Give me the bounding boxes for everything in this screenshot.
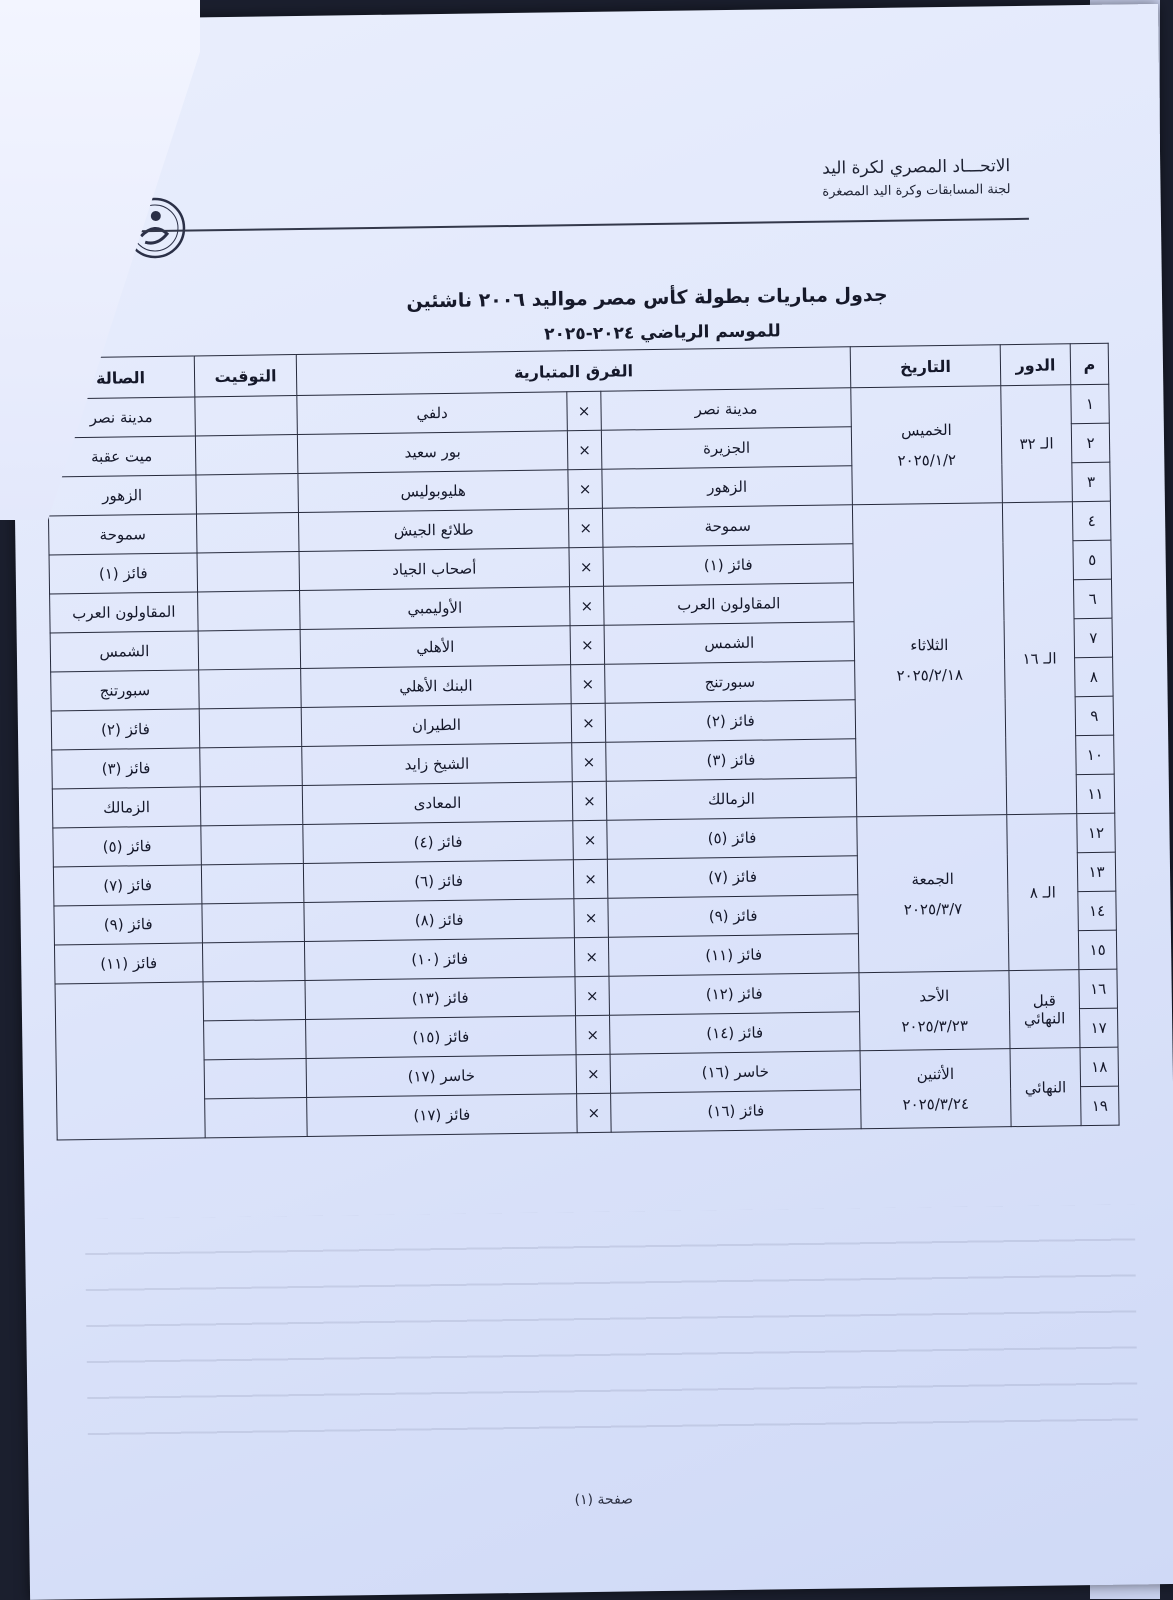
round-cell: الـ ١٦: [1002, 502, 1076, 815]
header-divider: [129, 218, 1029, 233]
match-day: الأحد: [919, 986, 950, 1005]
match-venue: فائز (١): [49, 553, 198, 594]
match-number: ٧: [1074, 618, 1113, 658]
match-number: ٩: [1075, 696, 1114, 736]
vs-symbol: ×: [570, 625, 605, 664]
home-team: فائز (٧): [607, 856, 858, 898]
home-team: الجزيرة: [601, 427, 852, 469]
match-venue: سموحة: [48, 514, 197, 555]
home-team: مدينة نصر: [601, 388, 852, 430]
away-team: فائز (١٣): [305, 977, 576, 1020]
match-time: [196, 474, 299, 514]
vs-symbol: ×: [572, 742, 607, 781]
away-team: دلفي: [297, 392, 568, 435]
match-number: ١٦: [1079, 969, 1118, 1009]
match-time: [198, 591, 301, 631]
match-number: ٨: [1075, 657, 1114, 697]
away-team: الأهلي: [300, 626, 571, 669]
match-venue: فائز (٩): [54, 904, 203, 945]
match-venue: الزمالك: [52, 787, 201, 828]
document-title: جدول مباريات بطولة كأس مصر مواليد ٢٠٠٦ ناشئين: [406, 283, 888, 313]
match-date: ٢٠٢٥/١/٢: [897, 450, 957, 470]
vs-symbol: ×: [573, 820, 608, 859]
away-team: الأوليمبي: [300, 587, 571, 630]
department-name: لجنة المسابقات وكرة اليد المصغرة: [822, 182, 1011, 200]
match-venue: ميت عقبة: [47, 436, 196, 477]
header-venue: الصالة: [46, 356, 195, 399]
date-cell: [860, 1049, 1011, 1129]
match-time: [203, 980, 306, 1020]
away-team: فائز (٨): [304, 899, 575, 942]
match-time: [197, 552, 300, 592]
vs-symbol: ×: [577, 1093, 612, 1132]
round-cell: النهائي: [1010, 1048, 1081, 1127]
home-team: فائز (١): [603, 544, 854, 586]
header-date: التاريخ: [850, 345, 1001, 388]
vs-symbol: ×: [570, 586, 605, 625]
match-venue: فائز (٢): [51, 709, 200, 750]
round-cell: الـ ٣٢: [1001, 385, 1073, 503]
match-time: [198, 630, 301, 670]
vs-symbol: ×: [567, 430, 602, 469]
match-schedule-table: [46, 343, 1120, 1141]
match-venue: الزهور: [48, 475, 197, 516]
vs-symbol: ×: [568, 508, 603, 547]
round-cell: الـ ٨: [1007, 814, 1079, 971]
home-team: الزمالك: [606, 778, 857, 820]
vs-symbol: ×: [576, 1054, 611, 1093]
away-team: فائز (١٠): [304, 938, 575, 981]
match-time: [204, 1019, 307, 1059]
home-team: الزهور: [602, 466, 853, 508]
match-number: ١٠: [1076, 735, 1115, 775]
match-time: [201, 824, 304, 864]
organization-name: الاتحـــاد المصري لكرة اليد: [822, 156, 1011, 179]
match-time: [196, 513, 299, 553]
match-day: الثلاثاء: [910, 635, 949, 654]
match-time: [202, 902, 305, 942]
header-time: التوقيت: [194, 355, 297, 397]
vs-symbol: ×: [574, 937, 609, 976]
vs-symbol: ×: [574, 898, 609, 937]
home-team: فائز (١٢): [609, 973, 860, 1015]
page-number: صفحة (١): [574, 1491, 634, 1509]
away-team: خاسر (١٧): [306, 1055, 577, 1098]
match-number: ١٣: [1077, 852, 1116, 892]
vs-symbol: ×: [573, 859, 608, 898]
home-team: فائز (٢): [605, 700, 856, 742]
home-team: سبورتنج: [605, 661, 856, 703]
away-team: بور سعيد: [297, 431, 568, 474]
match-date: ٢٠٢٥/٢/١٨: [896, 665, 964, 685]
match-number: ١: [1071, 384, 1110, 424]
away-team: فائز (١٥): [306, 1016, 577, 1059]
vs-symbol: ×: [569, 547, 604, 586]
away-team: المعادى: [302, 782, 573, 825]
match-number: ١٩: [1081, 1086, 1120, 1126]
vs-symbol: ×: [571, 703, 606, 742]
vs-symbol: ×: [575, 976, 610, 1015]
home-team: الشمس: [604, 622, 855, 664]
away-team: فائز (٦): [303, 860, 574, 903]
match-number: ١٢: [1077, 813, 1116, 853]
home-team: المقاولون العرب: [604, 583, 855, 625]
date-cell: [852, 503, 1006, 817]
date-cell: [851, 386, 1003, 505]
away-team: أصحاب الجياد: [299, 548, 570, 591]
header-teams: الفرق المتبارية: [296, 347, 851, 396]
home-team: فائز (٩): [608, 895, 859, 937]
home-team: فائز (٥): [607, 817, 858, 859]
away-team: فائز (٤): [303, 821, 574, 864]
match-venue: [55, 982, 205, 1140]
match-time: [205, 1097, 308, 1137]
match-number: ١٨: [1080, 1047, 1119, 1087]
bleed-through-shadow: [85, 1204, 1138, 1449]
away-team: فائز (١٧): [307, 1094, 578, 1137]
away-team: طلائع الجيش: [298, 509, 569, 552]
match-time: [202, 941, 305, 981]
match-venue: الشمس: [50, 631, 199, 672]
match-venue: سبورتنج: [51, 670, 200, 711]
match-day: الجمعة: [911, 869, 954, 888]
match-venue: فائز (٥): [53, 826, 202, 867]
document-page: [8, 4, 1173, 1600]
date-cell: [857, 815, 1009, 973]
match-time: [199, 669, 302, 709]
home-team: خاسر (١٦): [610, 1051, 861, 1093]
match-day: الخميس: [900, 420, 952, 440]
match-number: ١٧: [1079, 1008, 1118, 1048]
vs-symbol: ×: [567, 391, 602, 430]
match-venue: المقاولون العرب: [50, 592, 199, 633]
match-number: ١٥: [1078, 930, 1117, 970]
match-time: [195, 435, 298, 475]
vs-symbol: ×: [576, 1015, 611, 1054]
document-subtitle: للموسم الرياضي ٢٠٢٤-٢٠٢٥: [544, 321, 781, 345]
match-number: ٦: [1073, 579, 1112, 619]
match-number: ٥: [1073, 540, 1112, 580]
match-time: [195, 396, 298, 436]
header-number: م: [1070, 343, 1109, 385]
round-cell: قبل النهائي: [1009, 970, 1080, 1049]
match-venue: فائز (٣): [52, 748, 201, 789]
letterhead: [822, 156, 1011, 200]
match-time: [200, 785, 303, 825]
vs-symbol: ×: [568, 469, 603, 508]
match-number: ١٤: [1078, 891, 1117, 931]
match-time: [204, 1058, 307, 1098]
header-round: الدور: [1000, 344, 1071, 386]
match-time: [200, 746, 303, 786]
home-team: فائز (١٦): [611, 1090, 862, 1132]
vs-symbol: ×: [572, 781, 607, 820]
away-team: الشيخ زايد: [302, 743, 573, 786]
away-team: الطيران: [301, 704, 572, 747]
match-number: ٣: [1072, 462, 1111, 502]
date-cell: [859, 971, 1010, 1051]
match-venue: فائز (١١): [54, 943, 203, 984]
match-day: الأثنين: [916, 1064, 955, 1083]
match-number: ١١: [1076, 774, 1115, 814]
home-team: فائز (١٤): [610, 1012, 861, 1054]
match-time: [199, 708, 302, 748]
home-team: فائز (١١): [608, 934, 859, 976]
match-venue: فائز (٧): [53, 865, 202, 906]
match-date: ٢٠٢٥/٣/٧: [903, 899, 963, 919]
away-team: هليوبوليس: [298, 470, 569, 513]
match-venue: مدينة نصر: [47, 397, 196, 438]
match-time: [201, 863, 304, 903]
match-date: ٢٠٢٥/٣/٢٣: [901, 1016, 969, 1036]
home-team: فائز (٣): [606, 739, 857, 781]
match-date: ٢٠٢٥/٣/٢٤: [902, 1094, 970, 1114]
away-team: البنك الأهلي: [301, 665, 572, 708]
home-team: سموحة: [602, 505, 853, 547]
match-number: ٢: [1071, 423, 1110, 463]
match-number: ٤: [1072, 501, 1111, 541]
vs-symbol: ×: [571, 664, 606, 703]
